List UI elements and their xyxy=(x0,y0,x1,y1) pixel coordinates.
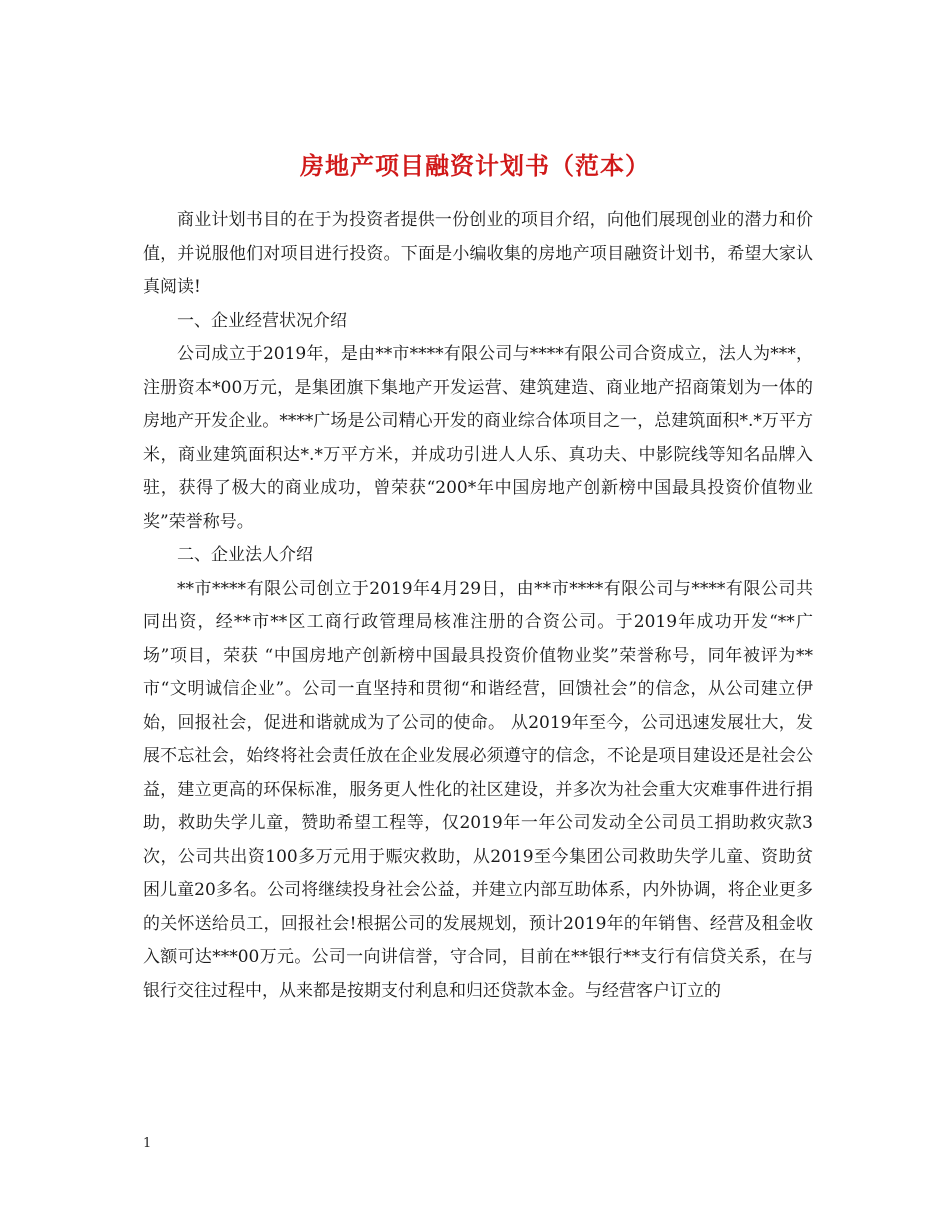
document-body xyxy=(143,204,813,1008)
section-heading-business-status: 一、企业经营状况介绍 xyxy=(177,310,347,331)
section-heading-legal-person: 二、企业法人介绍 xyxy=(177,545,313,565)
legal-person-paragraph: **市****有限公司创立于2019年4月29日，由**市****有限公司与****有限公司共同出资，经**市**区工商行政管理局核准注册的合资公司。于2019年成功开发“**广场”项目，荣获 “中国房地产创新榜中国最具投资价值物业奖”荣誉称号，同年被评为**市“文明诚信企业”。公司一直坚持和贯彻“和谐经营，回馈社会”的信念，从公司建立伊始，回报社会，促进和谐就成为了公司的使命。 从2019年至今，公司迅速发展壮大，发展不忘社会，始终将社会责任放在企业发展必须遵守的信念，不论是项目建设还是社会公益，建立更高的环保标准，服务更人性化的社区建设，并多次为社会重大灾难事件进行捐助，救助失学儿童，赞助希望工程等，仅2019年一年公司发动全公司员工捐助救灾款3次，公司共出资100多万元用于赈灾救助，从2019至今集团公司救助失学儿童、资助贫困儿童20多名。公司将继续投身社会公益，并建立内部互助体系，内外协调，将企业更多的关怀送给员工，回报社会!根据公司的发展规划，预计2019年的年销售、经营及租金收入额可达***00万元。公司一向讲信誉，守合同，目前在**银行**支行有信贷关系，在与银行交往过程中，从来都是按期支付利息和归还贷款本金。与经营客户订立的 xyxy=(143,578,813,1001)
page-number: 1 xyxy=(143,1136,152,1151)
document-title: 房地产项目融资计划书（范本） xyxy=(300,151,650,181)
business-status-paragraph: 公司成立于2019年，是由**市****有限公司与****有限公司合资成立，法人为***，注册资本*00万元，是集团旗下集地产开发运营、建筑建造、商业地产招商策划为一体的房地产开发企业。****广场是公司精心开发的商业综合体项目之一，总建筑面积*.*万平方米，商业建筑面积达*.*万平方米，并成功引进人人乐、真功夫、中影院线等知名品牌入驻，获得了极大的商业成功，曾荣获“200*年中国房地产创新榜中国最具投资价值物业奖”荣誉称号。 xyxy=(143,344,813,532)
intro-paragraph: 商业计划书目的在于为投资者提供一份创业的项目介绍，向他们展现创业的潜力和价值，并说服他们对项目进行投资。下面是小编收集的房地产项目融资计划书，希望大家认真阅读! xyxy=(143,210,813,297)
